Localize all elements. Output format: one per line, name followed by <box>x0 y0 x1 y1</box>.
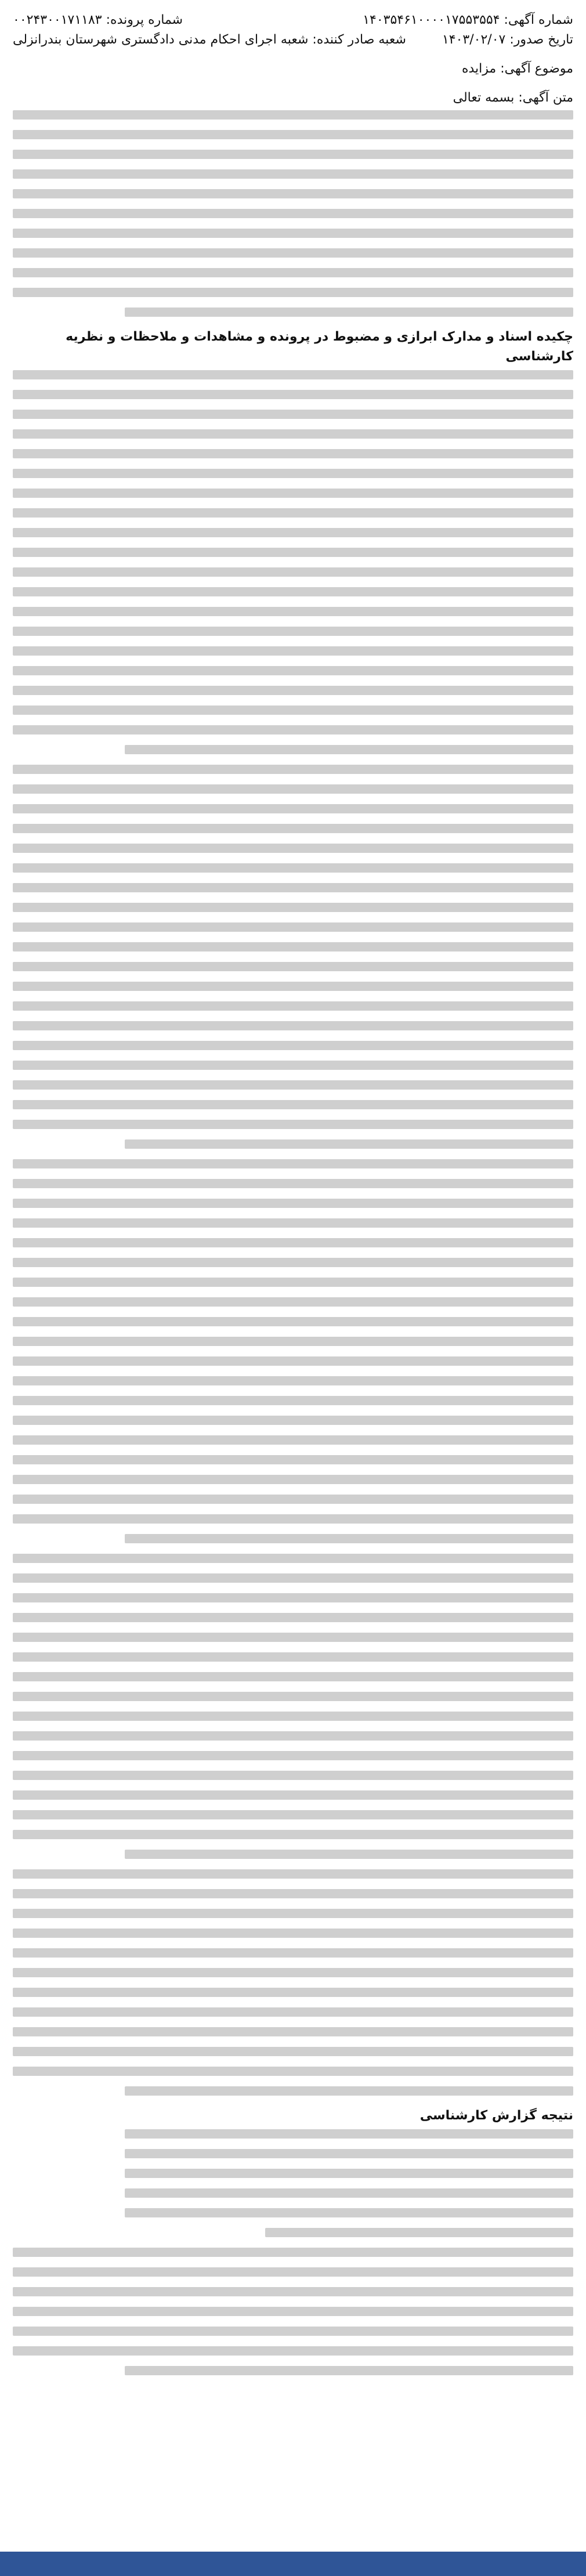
ticket-value: ۱۴۰۳۵۴۶۱۰۰۰۰۱۷۵۵۳۵۵۴ <box>363 13 500 27</box>
section-paragraph-placeholder-2 <box>13 765 573 1149</box>
date-block <box>442 30 573 50</box>
section-paragraph-placeholder-5 <box>13 1869 573 2096</box>
ticket-block <box>363 10 573 30</box>
closing-paragraph-placeholder <box>13 2248 573 2375</box>
footer-bar <box>0 2552 586 2576</box>
section-paragraph-placeholder-4 <box>13 1554 573 1859</box>
branch-block <box>13 30 406 50</box>
intro-paragraph-placeholder <box>13 110 573 317</box>
section-heading-2: نتیجه گزارش کارشناسی <box>419 2108 573 2123</box>
section-heading-1: چکیده اسناد و مدارک ابرازی و مضبوط در پرونده و مشاهدات و ملاحظات و نظریه کارشناسی <box>66 330 573 364</box>
section-paragraph-placeholder-1 <box>13 370 573 754</box>
body-intro-value: بسمه تعالی <box>453 91 515 105</box>
date-label: تاریخ صدور: <box>509 32 573 47</box>
serial-block <box>13 10 183 30</box>
serial-value: ۰۰۲۴۳۰۰۱۷۱۱۸۳ <box>13 13 102 27</box>
ticket-label: شماره آگهی: <box>504 13 573 27</box>
subject-line <box>13 59 573 79</box>
subject-label: موضوع آگهی: <box>500 61 573 76</box>
subject-value: مزایده <box>461 61 497 76</box>
header-row-1 <box>13 10 573 30</box>
branch-value: شعبه اجرای احکام مدنی دادگستری شهرستان بندرانزلی <box>13 32 309 47</box>
body-intro-line <box>13 88 573 108</box>
section-paragraph-placeholder-3 <box>13 1159 573 1543</box>
result-lines-placeholder <box>13 2129 573 2237</box>
body-intro-label: متن آگهی: <box>518 91 573 105</box>
serial-label: شماره پرونده: <box>106 13 183 27</box>
branch-label: شعبه صادر کننده: <box>312 32 406 47</box>
header-row-2 <box>13 30 573 50</box>
date-value: ۱۴۰۳/۰۲/۰۷ <box>442 32 506 47</box>
